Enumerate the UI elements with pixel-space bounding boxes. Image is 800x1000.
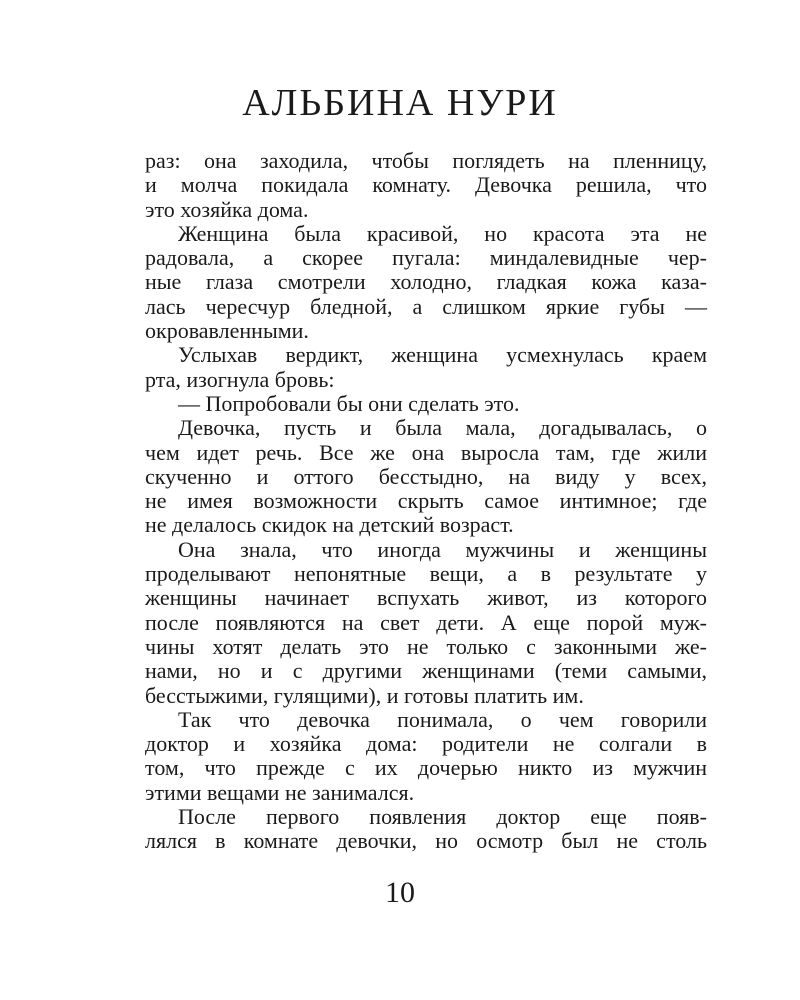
paragraph — [145, 805, 707, 854]
text-line: нами, но и с другими женщинами (теми самыми, — [145, 658, 707, 684]
text-line: этими вещами не занимался. — [145, 779, 415, 805]
text-line: лялся в комнате девочки, но осмотр был не столь — [145, 828, 707, 854]
text-line: не имея возможности скрыть самое интимное; где — [145, 488, 707, 514]
text-line: после появляются на свет дети. А еще порой муж- — [145, 609, 707, 635]
body-text — [145, 149, 707, 854]
paragraph — [145, 416, 707, 537]
running-header-author: АЛЬБИНА НУРИ — [242, 82, 558, 124]
paragraph — [145, 538, 707, 708]
text-line: Услыхав вердикт, женщина усмехнулась краем — [178, 342, 707, 368]
page-number: 10 — [385, 876, 415, 909]
paragraph — [145, 708, 707, 805]
text-line: проделывают непонятные вещи, а в результате у — [145, 561, 707, 587]
paragraph — [145, 149, 707, 222]
paragraph — [145, 343, 707, 392]
text-line: Она знала, что иногда мужчины и женщины — [178, 536, 707, 562]
text-line: рта, изогнула бровь: — [145, 366, 335, 392]
text-line: лась чересчур бледной, а слишком яркие губы — — [145, 293, 707, 319]
text-line: не делалось скидок на детский возраст. — [145, 512, 514, 538]
text-line: доктор и хозяйка дома: родители не солгали в — [145, 731, 707, 757]
text-line: ные глаза смотрели холодно, гладкая кожа каза- — [145, 269, 707, 295]
text-line: чем идет речь. Все же она выросла там, где жили — [145, 439, 707, 465]
text-line: Так что девочка понимала, о чем говорили — [178, 706, 707, 732]
paragraph — [145, 222, 707, 343]
dialogue-paragraph — [145, 392, 707, 416]
text-line: скученно и оттого бесстыдно, на виду у всех, — [145, 463, 707, 489]
text-line: это хозяйка дома. — [145, 196, 309, 222]
text-line: Женщина была красивой, но красота эта не — [178, 220, 707, 246]
text-line: Девочка, пусть и была мала, догадывалась, о — [178, 415, 707, 441]
text-line: и молча покидала комнату. Девочка решила, что — [145, 172, 707, 198]
text-line: женщины начинает вспухать живот, из которого — [145, 585, 707, 611]
text-line: После первого появления доктор еще появ- — [178, 804, 707, 830]
text-line: окровавленными. — [145, 318, 309, 344]
text-line: чины хотят делать это не только с законными же- — [145, 633, 707, 659]
text-line: раз: она заходила, чтобы поглядеть на пленницу, — [145, 148, 707, 173]
text-line: том, что прежде с их дочерью никто из мужчин — [145, 755, 707, 781]
text-line: — Попробовали бы они сделать это. — [178, 390, 520, 416]
text-line: радовала, а скорее пугала: миндалевидные чер- — [145, 245, 707, 271]
text-line: бесстыжими, гулящими), и готовы платить им. — [145, 682, 584, 708]
